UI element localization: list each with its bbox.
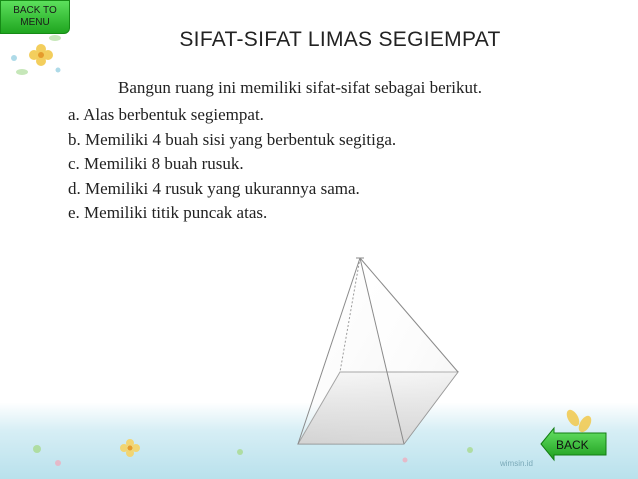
list-item: d. Memiliki 4 rusuk yang ukurannya sama. bbox=[68, 178, 360, 198]
pyramid-illustration bbox=[296, 250, 466, 450]
list-item: c. Memiliki 8 buah rusuk. bbox=[68, 154, 244, 173]
list-item: a. Alas berbentuk segiempat. bbox=[68, 105, 264, 124]
intro-text: Bangun ruang ini memiliki sifat-sifat sebagai berikut. bbox=[118, 78, 482, 97]
back-button-label: BACK bbox=[556, 438, 589, 452]
properties-list bbox=[68, 103, 396, 226]
page-title: SIFAT-SIFAT LIMAS SEGIEMPAT bbox=[179, 28, 501, 51]
list-item: b. Memiliki 4 buah sisi yang berbentuk segitiga. bbox=[68, 129, 397, 149]
back-button[interactable] bbox=[540, 426, 608, 462]
back-to-menu-button[interactable] bbox=[0, 0, 70, 34]
watermark: wimsin.id bbox=[500, 459, 533, 468]
menu-button-line2: MENU bbox=[20, 17, 50, 28]
menu-button-line1: BACK TO bbox=[13, 5, 57, 16]
list-item: e. Memiliki titik puncak atas. bbox=[68, 203, 268, 222]
